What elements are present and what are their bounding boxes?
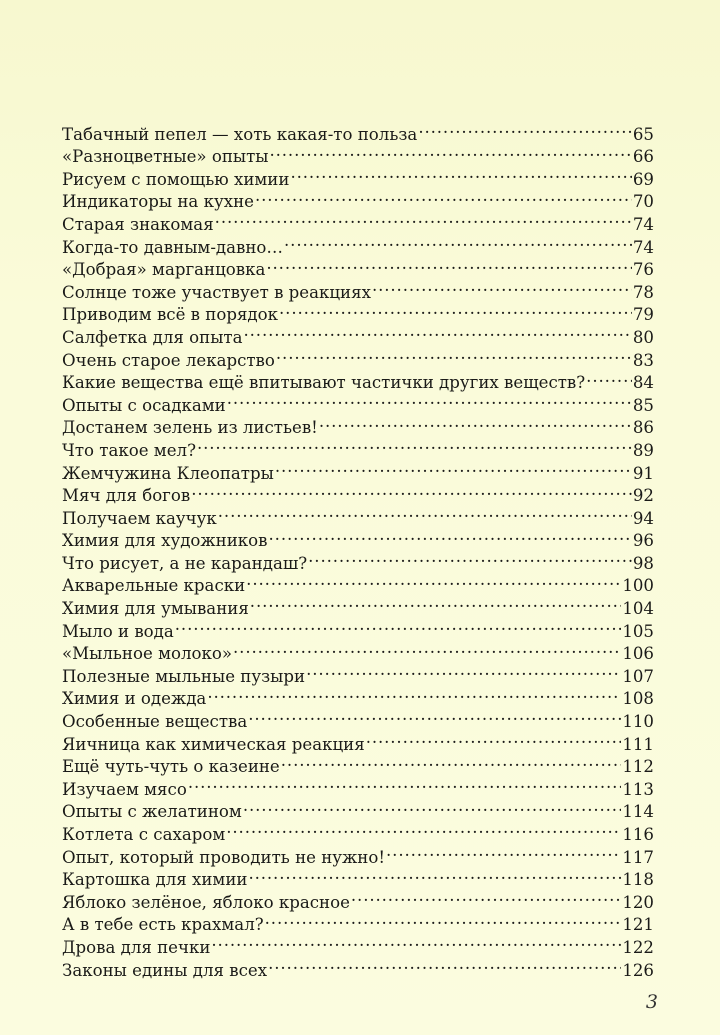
toc-entry-page: 98: [632, 553, 654, 573]
toc-dot-leader: [215, 207, 632, 230]
toc-dot-leader: [281, 750, 622, 773]
toc-entry-page: 70: [632, 192, 654, 212]
toc-entry-title: Изучаем мясо: [62, 779, 187, 799]
toc-entry-title: «Мыльное молоко»: [62, 644, 233, 664]
toc-entry-page: 94: [632, 508, 654, 528]
toc-dot-leader: [372, 275, 632, 298]
toc-dot-leader: [266, 253, 632, 276]
toc-entry-page: 111: [622, 734, 654, 754]
toc-dot-leader: [308, 546, 632, 569]
toc-dot-leader: [319, 411, 632, 434]
toc-dot-leader: [207, 682, 621, 705]
toc-dot-leader: [279, 298, 632, 321]
table-of-contents: [62, 117, 654, 980]
toc-dot-leader: [211, 930, 621, 953]
toc-entry-page: 78: [632, 282, 654, 302]
toc-entry-page: 110: [622, 712, 654, 732]
toc-entry-page: 84: [632, 373, 654, 393]
toc-dot-leader: [197, 433, 632, 456]
toc-dot-leader: [265, 908, 622, 931]
toc-entry-page: 121: [622, 915, 654, 935]
toc-entry-page: 86: [632, 418, 654, 438]
toc-dot-leader: [244, 320, 632, 343]
toc-entry-title: Ещё чуть-чуть о казеине: [62, 757, 280, 777]
toc-entry-title: Какие вещества ещё впитывают частички других веществ?: [62, 373, 586, 393]
toc-entry-title: Что такое мел?: [62, 440, 196, 460]
toc-dot-leader: [218, 501, 632, 524]
toc-dot-leader: [366, 727, 622, 750]
toc-entry-page: 114: [622, 802, 654, 822]
toc-entry-page: 83: [632, 350, 654, 370]
toc-entry-page: 112: [622, 757, 654, 777]
toc-dot-leader: [586, 366, 632, 389]
toc-dot-leader: [351, 885, 621, 908]
toc-dot-leader: [248, 704, 621, 727]
toc-dot-leader: [233, 637, 621, 660]
toc-entry-page: 116: [622, 825, 654, 844]
toc-entry-title: Индикаторы на кухне: [62, 192, 254, 212]
toc-entry-page: 113: [622, 779, 654, 799]
toc-entry-title: Картошка для химии: [62, 870, 248, 890]
toc-dot-leader: [188, 772, 622, 795]
toc-entry-page: 96: [632, 531, 654, 551]
toc-entry-title: Опыты с желатином: [62, 802, 242, 822]
toc-dot-leader: [306, 659, 621, 682]
toc-dot-leader: [275, 456, 632, 479]
toc-entry-title: «Разноцветные» опыты: [62, 147, 269, 167]
toc-entry-title: Законы едины для всех: [62, 960, 268, 980]
toc-entry-title: Химия для умывания: [62, 599, 249, 619]
toc-dot-leader: [269, 524, 632, 547]
toc-entry-title: Табачный пепел — хоть какая-то польза: [62, 124, 418, 144]
toc-dot-leader: [191, 479, 632, 502]
toc-entry-title: Мыло и вода: [62, 621, 174, 641]
toc-dot-leader: [269, 140, 631, 163]
toc-entry-title: Опыт, который проводить не нужно!: [62, 847, 386, 867]
toc-entry-page: 85: [632, 395, 654, 415]
toc-dot-leader: [246, 569, 621, 592]
toc-entry-page: 118: [622, 870, 654, 890]
toc-entry-title: Когда-то давным-давно…: [62, 237, 284, 257]
toc-dot-leader: [386, 840, 621, 863]
toc-entry-title: Полезные мыльные пузыри: [62, 666, 306, 686]
toc-entry-title: Очень старое лекарство: [62, 350, 275, 370]
toc-entry-title: «Добрая» марганцовка: [62, 260, 266, 280]
toc-entry-title: Рисуем с помощью химии: [62, 169, 290, 189]
toc-dot-leader: [276, 343, 632, 366]
toc-entry-title: Солнце тоже участвует в реакциях: [62, 282, 371, 302]
toc-entry-page: 74: [632, 237, 654, 257]
toc-entry-page: 74: [632, 214, 654, 234]
toc-entry-title: А в тебе есть крахмал?: [62, 915, 264, 935]
toc-dot-leader: [227, 388, 632, 411]
toc-entry-title: Химия и одежда: [62, 689, 207, 709]
toc-entry-title: Салфетка для опыта: [62, 327, 243, 347]
toc-entry-page: 105: [622, 621, 654, 641]
toc-entry-title: Мяч для богов: [62, 486, 191, 506]
toc-entry-page: 126: [622, 960, 654, 980]
toc-dot-leader: [290, 162, 631, 185]
toc-dot-leader: [226, 817, 621, 840]
toc-entry-page: 80: [632, 327, 654, 347]
toc-entry-title: Старая знакомая: [62, 214, 214, 234]
toc-entry-page: 108: [622, 689, 654, 709]
toc-dot-leader: [284, 230, 632, 253]
toc-dot-leader: [175, 614, 622, 637]
toc-entry-title: Дрова для печки: [62, 937, 211, 957]
toc-entry-page: 91: [632, 463, 654, 483]
toc-entry-page: 120: [622, 892, 654, 912]
toc-entry-page: 89: [632, 440, 654, 460]
toc-entry-page: 107: [622, 666, 654, 686]
toc-entry-title: Жемчужина Клеопатры: [62, 463, 274, 483]
toc-entry-title: Достанем зелень из листьев!: [62, 418, 318, 438]
toc-entry-page: 65: [632, 124, 654, 144]
toc-entry-title: Яблоко зелёное, яблоко красное: [62, 892, 350, 912]
toc-dot-leader: [243, 795, 621, 818]
toc-entry-page: 92: [632, 486, 654, 506]
page-number: 3: [645, 991, 658, 1013]
toc-entry-title: Что рисует, а не карандаш?: [62, 553, 308, 573]
toc-entry-title: Приводим всё в порядок: [62, 305, 279, 325]
toc-entry-title: Опыты с осадками: [62, 395, 226, 415]
toc-dot-leader: [250, 591, 622, 614]
toc-dot-leader: [248, 863, 621, 886]
toc-entry-title: Химия для художников: [62, 531, 268, 551]
toc-entry-title: Получаем каучук: [62, 508, 217, 528]
toc-entry-page: 79: [632, 305, 654, 325]
toc-entry[interactable]: [62, 117, 654, 144]
toc-entry-title: Акварельные краски: [62, 576, 246, 596]
toc-entry-title: Яичница как химическая реакция: [62, 734, 365, 754]
toc-dot-leader: [268, 953, 621, 976]
toc-entry-page: 122: [622, 937, 654, 957]
toc-entry-page: 117: [622, 847, 654, 867]
toc-entry-page: 104: [622, 599, 654, 619]
toc-entry-page: 106: [622, 644, 654, 664]
toc-entry-page: 69: [632, 169, 654, 189]
toc-dot-leader: [418, 117, 632, 140]
toc-entry-title: Котлета с сахаром: [62, 825, 226, 844]
toc-entry-page: 66: [632, 147, 654, 167]
toc-entry-page: 76: [632, 260, 654, 280]
toc-dot-leader: [255, 185, 632, 208]
toc-entry-title: Особенные вещества: [62, 712, 248, 732]
toc-entry-page: 100: [622, 576, 654, 596]
